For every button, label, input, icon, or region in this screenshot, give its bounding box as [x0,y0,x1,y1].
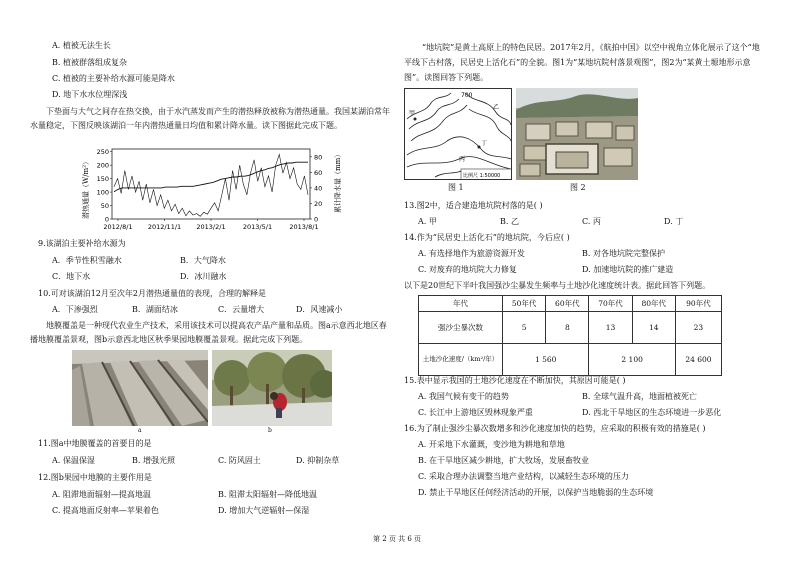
passage-13-14: “地坑院”是黄土高原上的特色民居。2017年2月，《航拍中国》以空中视角立体化展示了这个“地平线下古村落，民居史上活化石”的全貌。图1为“某地坑院村落景观图”，图2为“某黄土塬地形示意图”。读图回答下列题。 [404,43,760,82]
table-row-label: 土地沙化速度/（km²/年） [419,344,503,376]
q13-option-b: B. 乙 [500,217,519,226]
y-right-tick-label: 60 [314,168,323,177]
map-scale: 比例尺 1:50000 [463,173,501,179]
y-left-tick-label: 150 [96,175,109,184]
y-right-tick-label: 80 [314,153,323,162]
q9-option-a: A．季节性积雪融水 [52,256,122,265]
x-tick-label: 2012/11/1 [147,223,182,231]
x-tick-label: 2013/2/1 [196,223,226,231]
q14-option-d: D. 加速地坑院的推广建造 [582,265,674,274]
y-left-tick-label: 50 [100,202,109,211]
x-tick-label: 2013/5/1 [242,223,273,231]
q8-option-b: B. 植被群落组成复杂 [52,58,127,67]
q9-stem: 9.该湖泊主要补给水源为 [38,239,126,248]
table-header-cell: 70年代 [589,296,632,312]
map-label-contour-700: 700 [461,92,473,99]
q12-option-b: B. 阻滞太阳辐射—降低地温 [218,490,317,499]
table-row-label: 强沙尘暴次数 [419,312,503,344]
table-row-sandstorm [419,312,722,344]
figure-1-contour-map [404,88,512,180]
q14-option-a: A. 有选择地作为旅游资源开发 [418,249,525,258]
q8-option-d: D. 地下水水位埋深浅 [52,90,128,99]
table-header-cell: 80年代 [632,296,675,312]
map-label-jia: 甲 [409,110,416,117]
q14-stem: 14.作为“民居史上活化石”的地坑院，今后应( ) [404,233,570,242]
q11-option-b: B. 增强光照 [132,456,175,465]
photo-a-label: a [138,427,142,434]
q15-stem: 15.表中显示我国的土地沙化速度在不断加快，其原因可能是( ) [404,376,626,385]
table-header-row [419,296,722,312]
y-left-tick-label: 200 [96,161,109,170]
map-label-yi: 乙 [493,104,500,111]
y-left-tick-label: 250 [96,148,109,157]
q11-option-a: A. 保温保湿 [52,456,95,465]
passage-9-10: 下垫面与大气之间存在热交换，由于水汽蒸发而产生的潜热释放被称为潜热通量。我国某湖泊常年水量稳定，下图反映该湖泊一年内潜热通量日均值和累计降水量。读下图据此完成下题。 [30,107,390,130]
table-cell: 5 [503,312,546,344]
sandstorm-table [418,295,722,376]
table-cell: 13 [589,312,632,344]
chart-ylabel-right: 累计降水量（mm） [334,150,342,213]
q8-option-c: C. 植被的主要补给水源可能是降水 [52,74,175,83]
x-tick-label: 2013/8/1 [289,223,319,231]
q16-option-b: B. 在干旱地区减少耕地，扩大牧场，发展畜牧业 [418,456,589,465]
photo-b-label: b [268,427,272,434]
q16-stem: 16.为了制止强沙尘暴次数增多和沙化速度加快的趋势，应采取的积极有效的措施是( ) [404,424,706,433]
q15-option-a: A. 我国气候有变干的趋势 [418,392,509,401]
passage-11-12: 地膜覆盖是一种现代农业生产技术，采用该技术可以提高农产品产量和品质。图a示意西北地区春播地膜覆盖景观，图b示意西北地区秋季果园地膜覆盖景观。据此完成下列题。 [30,321,387,344]
chart-ylabel-left: 潜热通量（W/m²） [82,158,90,219]
table-cell: 23 [675,312,721,344]
q12-option-a: A. 阻滞地面辐射—提高地温 [52,490,151,499]
q14-option-b: B. 对各地坑院完整保护 [582,249,665,258]
y-right-tick-label: 40 [314,184,323,193]
q10-option-a: A．下渗强烈 [52,305,98,314]
map-label-bing: 丙 [459,156,466,163]
q9-option-b: B．大气降水 [180,256,226,265]
q16-option-d: D. 禁止干旱地区任何经济活动的开展，以保护当地脆弱的生态环境 [418,488,654,497]
table-cell: 14 [632,312,675,344]
q13-option-a: A. 甲 [418,217,437,226]
table-row-desertification [419,344,722,376]
q8-option-a: A. 植被无法生长 [52,41,111,50]
table-cell: 8 [546,312,589,344]
latent-heat-series-line [114,154,308,216]
q16-option-c: C. 采取合理办法调整当地产业结构，以减轻生态环境的压力 [418,472,629,481]
q11-stem: 11.图a中地膜覆盖的首要目的是 [38,439,152,448]
table-header-cell: 90年代 [675,296,721,312]
q15-option-b: B. 全球气温升高，地面植被死亡 [582,392,697,401]
q9-option-d: D．冰川融水 [180,272,227,281]
q10-stem: 10.可对该湖泊12月至次年2月潜热通量值的表现，合理的解释是 [38,289,266,298]
map-label-ding: 丁 [481,140,488,147]
photo-b-orchard [212,350,332,426]
table-header-cell: 年代 [419,296,503,312]
table-cell: 1 560 [503,344,589,376]
q15-option-d: D. 西北干旱地区的生态环境进一步恶化 [582,408,722,417]
figure-2-village-photo [516,88,638,180]
q16-option-a: A. 开采地下水灌溉，变沙地为耕地和草地 [418,440,565,449]
y-right-tick-label: 0 [314,215,319,224]
y-left-tick-label: 100 [96,188,109,197]
table-cell: 24 600 [675,344,721,376]
cumulative-precip-series-line [114,162,308,192]
q10-option-c: C．云量增大 [218,305,265,314]
figure-2-caption: 图 2 [570,183,586,192]
q10-option-b: B．湖面结冰 [132,305,178,314]
table-header-cell: 60年代 [546,296,589,312]
y-right-tick-label: 20 [314,199,323,208]
table-intro: 以下是20世纪下半叶我国强沙尘暴发生频率与土地沙化速度统计表。据此回答下列题。 [404,281,711,290]
table-header-cell: 50年代 [503,296,546,312]
q13-option-d: D. 丁 [664,217,684,226]
photo-a-film-field [72,350,208,426]
q14-option-c: C. 对废弃的地坑院大力修复 [418,265,517,274]
q12-stem: 12.图b果园中地膜的主要作用是 [38,473,152,482]
q15-option-c: C. 长江中上游地区毁林现象严重 [418,408,533,417]
q13-option-c: C. 丙 [582,217,601,226]
figure-1-caption: 图 1 [448,183,464,192]
q11-option-d: D. 抑制杂草 [296,456,340,465]
x-tick-label: 2012/8/1 [103,223,133,231]
page-footer: 第 2 页 共 6 页 [372,535,422,543]
q10-option-d: D．风速减小 [296,305,343,314]
q11-option-c: C. 防风固土 [218,456,261,465]
q9-option-c: C．地下水 [52,272,91,281]
y-left-tick-label: 0 [104,215,109,224]
latent-heat-chart [74,143,346,239]
q12-option-c: C. 提高地面反射率—苹果着色 [52,506,159,515]
q12-option-d: D. 增加大气逆辐射—保湿 [218,506,310,515]
table-cell: 2 100 [589,344,675,376]
q13-stem: 13.图2中，适合建造地坑院村落的是( ) [404,201,543,210]
